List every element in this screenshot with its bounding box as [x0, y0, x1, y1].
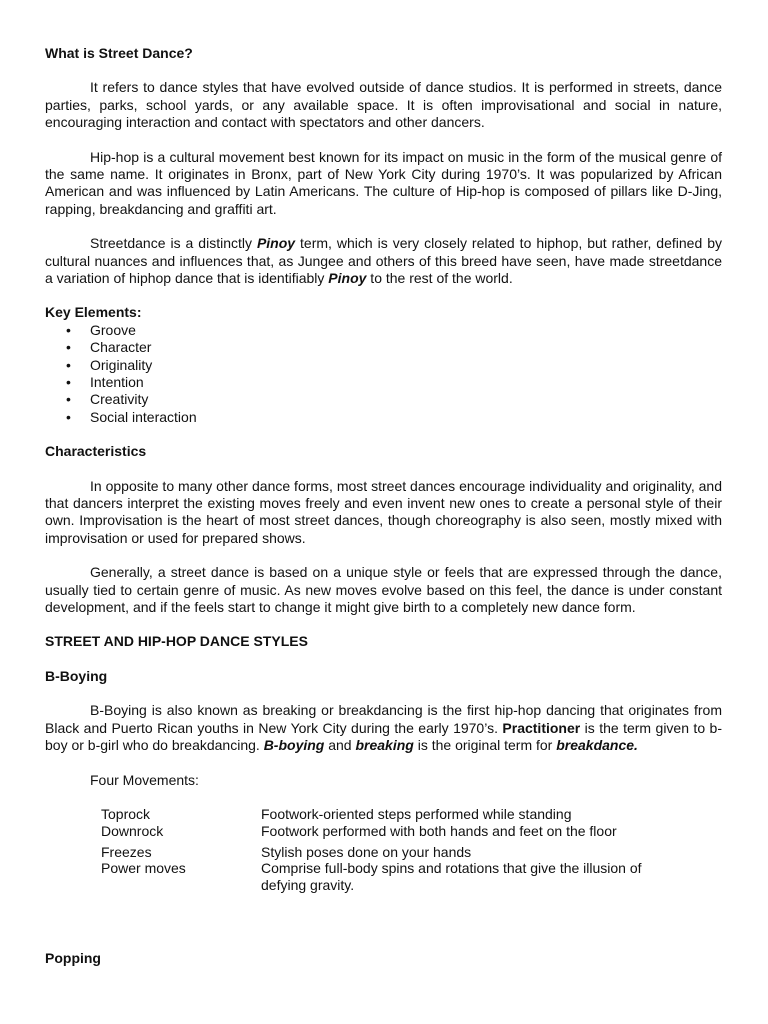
table-row: [101, 860, 661, 894]
list-item-label: Creativity: [90, 391, 149, 408]
movement-name: Toprock: [101, 805, 151, 822]
b-boying-term: B-boying: [263, 737, 325, 754]
movement-name: Downrock: [101, 822, 164, 839]
list-item: [45, 357, 722, 374]
section-title-dance-styles: STREET AND HIP-HOP DANCE STYLES: [45, 633, 308, 650]
movement-name: Power moves: [101, 860, 186, 877]
list-item-label: Groove: [90, 321, 136, 338]
movement-description: Footwork-oriented steps performed while standing: [261, 805, 572, 822]
pinoy-emphasis: Pinoy: [328, 270, 367, 287]
breaking-term: breaking: [355, 737, 414, 754]
list-item: [45, 391, 722, 408]
bullet-icon: •: [66, 374, 71, 391]
characteristics-paragraph-2: Generally, a street dance is based on a unique style or feels that are expressed through the dance, usually tied to certain genre of music. As new moves evolve based on this feel, the dance is under constant development, and if the feels start to change it might give birth to a completely new dance form.: [45, 564, 722, 616]
table-row: [101, 844, 661, 861]
movement-description: Stylish poses done on your hands: [261, 843, 472, 860]
key-elements-list: [45, 322, 722, 426]
practitioner-term: Practitioner: [502, 719, 581, 736]
bullet-icon: •: [66, 391, 71, 408]
intro-paragraph-3: [45, 235, 722, 287]
movements-table: [101, 806, 661, 894]
b-boying-text-c: is the term given to b-boy or b-girl who do breakdancing.: [45, 719, 722, 754]
bullet-icon: •: [66, 321, 71, 338]
movement-name: Freezes: [101, 843, 152, 860]
breakdance-term: breakdance.: [556, 737, 638, 754]
table-row: [101, 806, 661, 823]
list-item-label: Intention: [90, 374, 144, 391]
intro-p3-text-e: to the rest of the world.: [366, 270, 513, 287]
b-boying-paragraph: [45, 702, 722, 754]
list-item: [45, 322, 722, 339]
intro-paragraph-1: It refers to dance styles that have evolved outside of dance studios. It is performed in streets, dance parties, parks, school yards, or any available space. It is often improvisational and social in nature, encouraging interaction and contact with spectators and other dancers.: [45, 79, 722, 131]
pinoy-emphasis: Pinoy: [256, 235, 296, 252]
list-item-label: Character: [90, 339, 152, 356]
b-boying-text-g: is the original term for: [413, 737, 557, 754]
b-boying-text-a: B-Boying is also known as breaking or breakdancing is the first hip-hop dancing that originates from Black and Puerto Rican youths in New York City during the early 1970’s.: [45, 702, 722, 736]
movement-description: Footwork performed with both hands and feet on the floor: [261, 822, 617, 839]
document-page: [45, 45, 722, 967]
intro-paragraph-2: Hip-hop is a cultural movement best known for its impact on music in the form of the musical genre of the same name. It originates in Bronx, part of New York City during 1970’s. It was popularized by African American and was influenced by Latin Americans. The culture of Hip-hop is composed of pillars like D-Jing, rapping, breakdancing and graffiti art.: [45, 148, 722, 217]
bullet-icon: •: [66, 339, 71, 356]
list-item: [45, 409, 722, 426]
list-item: [45, 374, 722, 391]
table-row: [101, 823, 661, 840]
list-item: [45, 339, 722, 356]
characteristics-paragraph-1: In opposite to many other dance forms, most street dances encourage individuality and originality, and that dancers interpret the existing moves freely and even invent new ones to create a personal style of their own. Improvisation is the heart of most street dances, though choreography is also seen, mostly mixed with improvisation or used for prepared shows.: [45, 477, 722, 546]
section-title-b-boying: B-Boying: [45, 667, 108, 684]
list-item-label: Originality: [90, 356, 153, 373]
intro-p3-text-c: term, which is very closely related to hiphop, but rather, defined by cultural nuances and influences that, as Jungee and others of this breed have seen, have made streetdance a variation of hiphop dance that is identifiably: [45, 235, 722, 287]
movement-description: Comprise full-body spins and rotations that give the illusion of defying gravity.: [261, 860, 642, 894]
bullet-icon: •: [66, 356, 71, 373]
list-item-label: Social interaction: [90, 408, 197, 425]
intro-p3-text-a: Streetdance is a distinctly: [90, 235, 257, 252]
section-title-characteristics: Characteristics: [45, 443, 147, 460]
bullet-icon: •: [66, 408, 71, 425]
section-title-key-elements: Key Elements:: [45, 304, 142, 321]
b-boying-text-e: and: [324, 737, 356, 754]
section-title-popping: Popping: [45, 949, 101, 966]
four-movements-label: Four Movements:: [90, 771, 199, 788]
section-title-what-is-street-dance: What is Street Dance?: [45, 45, 193, 61]
